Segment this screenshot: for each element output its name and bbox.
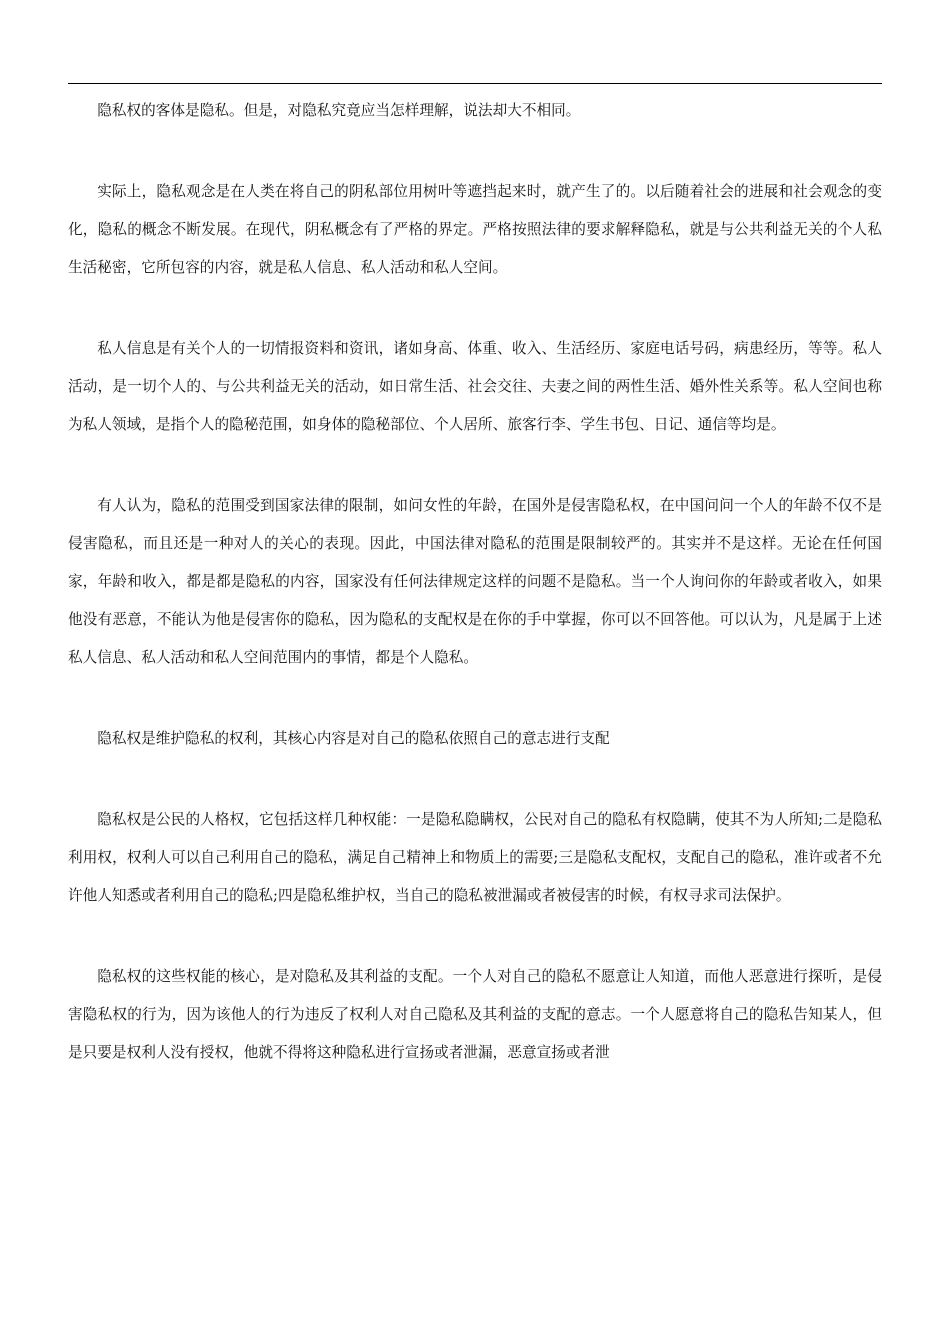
paragraph-7: 隐私权的这些权能的核心，是对隐私及其利益的支配。一个人对自己的隐私不愿意让人知道，而他人恶意进行探听，是侵害隐私权的行为，因为该他人的行为违反了权利人对自己隐私及其利益的支配的意志。一个人愿意将自己的隐私告知某人，但是只要是权利人没有授权，他就不得将这种隐私进行宣扬或者泄漏，恶意宣扬或者泄 (68, 968, 882, 1061)
paragraph-2: 实际上，隐私观念是在人类在将自己的阴私部位用树叶等遮挡起来时，就产生了的。以后随着社会的进展和社会观念的变化，隐私的概念不断发展。在现代，阴私概念有了严格的界定。严格按照法律的要求解释隐私，就是与公共利益无关的个人私生活秘密，它所包容的内容，就是私人信息、私人活动和私人空间。 (68, 183, 882, 276)
paragraph-3: 私人信息是有关个人的一切情报资料和资讯，诸如身高、体重、收入、生活经历、家庭电话号码，病患经历，等等。私人活动，是一切个人的、与公共利益无关的活动，如日常生活、社会交往、夫妻之间的两性生活、婚外性关系等。私人空间也称为私人领域，是指个人的隐秘范围，如身体的隐秘部位、个人居所、旅客行李、学生书包、日记、通信等均是。 (68, 340, 882, 433)
header-rule (68, 83, 882, 84)
paragraph-4: 有人认为，隐私的范围受到国家法律的限制，如问女性的年龄，在国外是侵害隐私权，在中国问问一个人的年龄不仅不是侵害隐私，而且还是一种对人的关心的表现。因此，中国法律对隐私的范围是限制较严的。其实并不是这样。无论在任何国家，年龄和收入，都是都是隐私的内容，国家没有任何法律规定这样的问题不是隐私。当一个人询问你的年龄或者收入，如果他没有恶意，不能认为他是侵害你的隐私，因为隐私的支配权是在你的手中掌握，你可以不回答他。可以认为，凡是属于上述私人信息、私人活动和私人空间范围内的事情，都是个人隐私。 (68, 497, 882, 666)
paragraph-5: 隐私权是维护隐私的权利，其核心内容是对自己的隐私依照自己的意志进行支配 (97, 730, 610, 747)
paragraph-1: 隐私权的客体是隐私。但是，对隐私究竟应当怎样理解，说法却大不相同。 (97, 102, 581, 119)
document-body (68, 92, 882, 1115)
paragraph-6: 隐私权是公民的人格权，它包括这样几种权能：一是隐私隐瞒权，公民对自己的隐私有权隐瞒，使其不为人所知;二是隐私利用权，权利人可以自己利用自己的隐私，满足自己精神上和物质上的需要;三是隐私支配权，支配自己的隐私，准许或者不允许他人知悉或者利用自己的隐私;四是隐私维护权，当自己的隐私被泄漏或者被侵害的时候，有权寻求司法保护。 (68, 811, 882, 904)
